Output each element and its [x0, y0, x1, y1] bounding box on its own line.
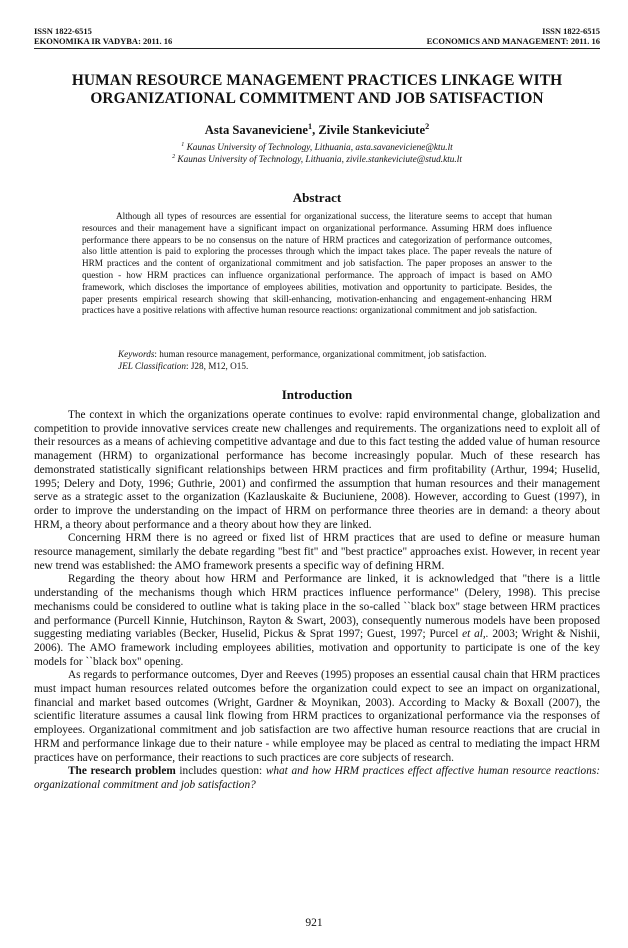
jel-text: : J28, M12, O15.	[185, 361, 249, 371]
affiliation-2-text: Kaunas University of Technology, Lithuania, zivile.stankeviciute@stud.ktu.lt	[175, 155, 462, 165]
header-left-issn: ISSN 1822-6515	[34, 26, 92, 36]
page-number: 921	[305, 917, 323, 929]
author-2: Zivile Stankeviciute	[318, 123, 426, 137]
paragraph-2: Concerning HRM there is no agreed or fixed list of HRM practices that are used to define or measure human resource management, similarly the debate regarding "best fit" and "best practice" approaches exist. However, in recent year new trend was established: the AMO framework presents a specific way of defining HRM.	[34, 532, 600, 572]
research-problem-label: The research problem	[68, 765, 176, 778]
paragraph-4: As regards to performance outcomes, Dyer and Reeves (1995) proposes an essential causal chain that HRM practices must impact human resources related outcomes before the organization could expect to see an impact on organizational, financial and market based outcomes (Wright, Gardner & Moynikan, 2003). According to Macky & Boxall (2007), the scientific literature assumes a causal link flowing from HRM practices to organizational performance via the responses of employees. Organizational commitment and job satisfaction are two affective human resource reactions that are crucial in HRM and performance linkage due to their nature - while employee may be placed as central to mediating the impact HRM practices have on performance, their reactions to such practices are core subjects of research.	[34, 669, 600, 764]
paragraph-5	[34, 765, 600, 792]
title-line-2: ORGANIZATIONAL COMMITMENT AND JOB SATISFACTION	[90, 90, 544, 107]
affiliation-2-sup: 2	[172, 153, 176, 160]
author-list	[34, 123, 600, 138]
author-2-sup: 2	[425, 121, 430, 131]
header-right-issn: ISSN 1822-6515	[542, 26, 600, 36]
affiliation-2	[34, 155, 600, 166]
jel-label: JEL Classification	[118, 361, 186, 371]
introduction-heading: Introduction	[281, 387, 353, 402]
research-problem-text: includes question:	[175, 765, 266, 778]
header-left-journal: EKONOMIKA IR VADYBA: 2011. 16	[34, 36, 173, 46]
affiliation-1-text: Kaunas University of Technology, Lithuania, asta.savaneviciene@ktu.lt	[184, 143, 453, 153]
keywords-label: Keywords	[118, 349, 155, 359]
header-rule	[34, 48, 600, 49]
jel-classification	[82, 361, 562, 373]
header-left	[34, 26, 172, 46]
affiliation-1	[34, 143, 600, 154]
paragraph-3-rest: 2003; Wright & Nishii, 2006). The AMO framework including employees abilities, motivation and opportunity to participate is one of the key models for ``black box'' opening.	[34, 628, 601, 668]
paragraph-1: The context in which the organizations operate continues to evolve: rapid environmental change, globalization and competition to provide innovative services create new challenges and requirements. The organizations need to exploit all of their resources as a means of achieving competitive advantage and due to this fact testing the added value of human resource management (HRM) to organizational performance has become increasingly popular. Much of these research has demonstrated statistically significant relationships between HRM practices and firm profitability (Arthur, 1994; Huselid, 1995; Delery and Doty, 1996; Guthrie, 2001) and confirmed the assumption that human resources and their management serve as a strategic asset to the organization (Kazlauskaite & Buciuniene, 2008). However, according to Guest (1997), in order to improve the understanding on the impact of HRM on performance three theories are in demand: a theory about HRM, a theory about performance and a theory about how they are linked.	[34, 409, 600, 531]
title-line-1: HUMAN RESOURCE MANAGEMENT PRACTICES LINKAGE WITH	[71, 72, 563, 89]
keywords	[82, 349, 562, 361]
research-problem-question: what and how HRM practices effect affective human resource reactions: organizational commitment and job satisfaction?	[34, 765, 601, 791]
affiliation-1-sup: 1	[181, 141, 185, 148]
header-right	[427, 26, 600, 46]
abstract-text: Although all types of resources are essential for organizational success, the literature seems to accept that human resources and their management have a significant impact on organizational performance. Assuming HRM does influence performance there appears to be no consensus on the nature of HRM practices and categorization of performance outcomes, also little attention is paid to exploring the processes through which the impact takes place. The paper reveals the nature of HRM practices and the content of organizational commitment and job satisfaction. The paper proposes an answer to the question - how HRM practices can influence organizational performance. The approach of impact is based on AMO framework, which discloses the importance of employees abilities, motivation and opportunity to participate. Besides, the paper presents empirical research showing that skill-enhancing, motivation-enhancing and engagement-enhancing HRM practices have a positive relations with affective human resource reactions: organizational commitment and job satisfaction.	[82, 211, 552, 316]
paper-title	[34, 72, 600, 108]
author-separator: ,	[312, 123, 319, 137]
paragraph-3	[34, 573, 600, 669]
abstract-heading: Abstract	[292, 190, 342, 205]
introduction-body	[34, 409, 600, 793]
paragraph-3-etal: et al,.	[462, 628, 489, 641]
author-1: Asta Savaneviciene	[204, 123, 308, 137]
keywords-text: : human resource management, performance, organizational commitment, job satisfaction.	[154, 349, 487, 359]
paragraph-3-text: Regarding the theory about how HRM and Performance are linked, it is acknowledged that "there is a little understanding of the mechanisms though which HRM practices influence performance" (Delery, 1998). This precise mechanisms could be considered to outline what is taking place in the so-called ``black box'' stage between HRM practices and performance (Purcell Kinnie, Hutchinson, Rayton & Swart, 2003), consequently numerous models have been proposed suggesting mediating variables (Becker, Huselid, Pickus & Sprat 1997; Guest, 1997; Purcel	[34, 573, 600, 641]
author-1-sup: 1	[308, 121, 313, 131]
header-right-journal: ECONOMICS AND MANAGEMENT: 2011. 16	[426, 36, 600, 46]
